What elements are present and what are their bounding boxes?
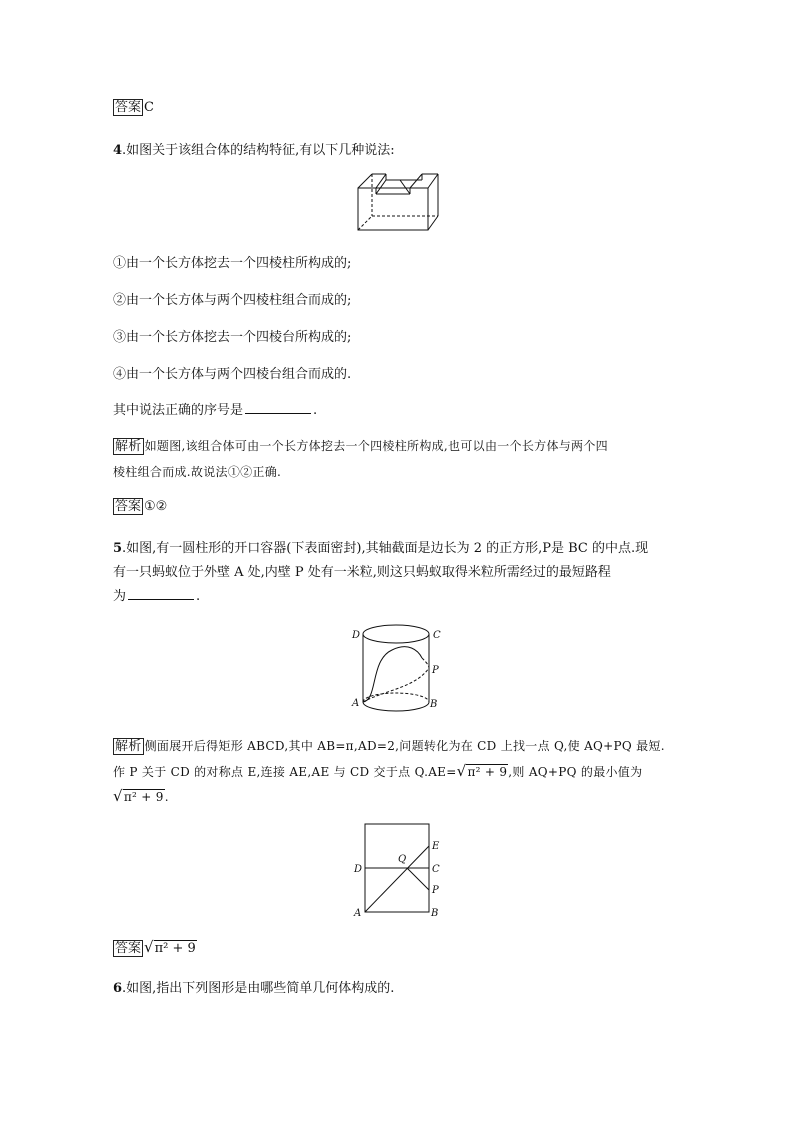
q6-stem: 6.如图,指出下列图形是由哪些简单几何体构成的. xyxy=(113,981,395,996)
radicand: π² + 9 xyxy=(467,765,508,779)
rect-label-B: B xyxy=(431,908,439,919)
sqrt-symbol: √ xyxy=(144,938,154,956)
sqrt-symbol: √ xyxy=(113,787,123,805)
q5-number: 5 xyxy=(113,541,123,556)
sqrt-symbol: √ xyxy=(456,762,467,780)
answer-tag: 答案 xyxy=(115,100,142,115)
answer-tag: 答案 xyxy=(115,499,142,514)
q6-number: 6 xyxy=(113,981,123,996)
q4-option-3: ③由一个长方体挖去一个四棱台所构成的; xyxy=(113,330,352,345)
rect-label-P: P xyxy=(432,885,439,896)
q4-analysis-line1: 解析 如题图,该组合体可由一个长方体挖去一个四棱柱所构成,也可以由一个长方体与两个四 xyxy=(115,439,608,454)
cyl-label-B: B xyxy=(430,699,438,710)
q4-option-1: ①由一个长方体挖去一个四棱柱所构成的; xyxy=(113,256,352,271)
q5-answer: π² + 9 xyxy=(154,941,196,956)
q4-analysis-line2: 棱柱组合而成.故说法①②正确. xyxy=(113,465,282,479)
prev-answer-value: C xyxy=(144,100,154,115)
radicand: π² + 9 xyxy=(123,790,164,804)
q4-option-2: ②由一个长方体与两个四棱柱组合而成的; xyxy=(113,293,352,308)
rect-label-E: E xyxy=(432,841,440,852)
q4-question: 其中说法正确的序号是 . xyxy=(113,403,318,418)
rect-label-Q: Q xyxy=(398,854,407,865)
q5-analysis-line2: 作 P 关于 CD 的对称点 E,连接 AE,AE 与 CD 交于点 Q.AE=√π² + 9,则 AQ+PQ 的最小值为 xyxy=(113,762,643,780)
rect-label-D: D xyxy=(354,864,363,875)
q4-option-4: ④由一个长方体与两个四棱台组合而成的. xyxy=(113,367,352,382)
q4-stem: 4.如图关于该组合体的结构特征,有以下几种说法: xyxy=(113,143,395,158)
q5-answer-line xyxy=(113,938,197,957)
cyl-label-C: C xyxy=(433,630,441,641)
cyl-label-A: A xyxy=(352,698,360,709)
analysis-tag: 解析 xyxy=(115,439,142,454)
cyl-label-P: P xyxy=(432,665,439,676)
analysis-tag: 解析 xyxy=(115,739,142,754)
answer-tag: 答案 xyxy=(115,941,142,956)
q4-answer: ①② xyxy=(144,499,168,514)
rect-label-A: A xyxy=(354,908,362,919)
q5-stem-line1: 5.如图,有一圆柱形的开口容器(下表面密封),其轴截面是边长为 2 的正方形,P是 BC 的中点.现 xyxy=(113,541,649,556)
q5-stem-line2: 有一只蚂蚁位于外壁 A 处,内壁 P 处有一米粒,则这只蚂蚁取得米粒所需经过的最短路程 xyxy=(113,565,611,580)
cyl-label-D: D xyxy=(352,630,361,641)
rect-label-C: C xyxy=(432,864,440,875)
q4-number: 4 xyxy=(113,143,123,158)
q5-analysis-line1: 解析 侧面展开后得矩形 ABCD,其中 AB=π,AD=2,问题转化为在 CD 上找一点 Q,使 AQ+PQ 最短. xyxy=(115,739,665,754)
q5-analysis-line3: √π² + 9. xyxy=(113,787,169,805)
q5-stem-line3: 为 . xyxy=(113,589,201,604)
